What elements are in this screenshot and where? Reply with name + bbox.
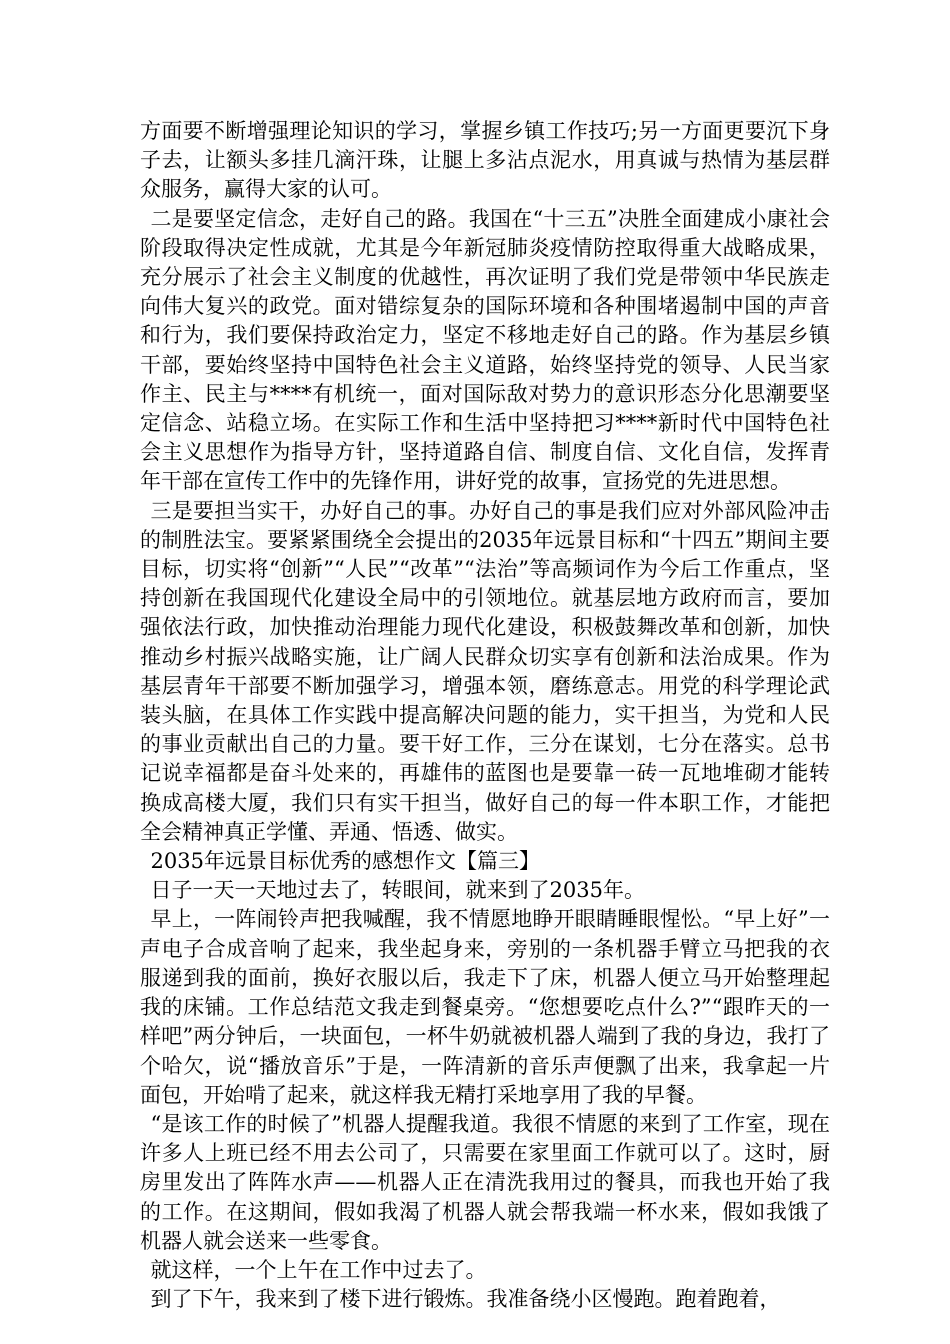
document-body [140,117,830,1314]
paragraph-2: 二是要坚定信念，走好自己的路。我国在“十三五”决胜全面建成小康社会阶段取得决定性成就，尤其是今年新冠肺炎疫情防控取得重大战略成果，充分展示了社会主义制度的优越性，再次证明了我们党是带领中华民族走向伟大复兴的政党。面对错综复杂的国际环境和各种围堵遏制中国的声音和行为，我们要保持政治定力，坚定不移地走好自己的路。作为基层乡镇干部，要始终坚持中国特色社会主义道路，始终坚持党的领导、人民当家作主、民主与****有机统一，面对国际敌对势力的意识形态分化思潮要坚定信念、站稳立场。在实际工作和生活中坚持把习****新时代中国特色社会主义思想作为指导方针，坚持道路自信、制度自信、文化自信，发挥青年干部在宣传工作中的先锋作用，讲好党的故事，宣扬党的先进思想。 [140,206,830,494]
paragraph-7: 就这样，一个上午在工作中过去了。 [150,1257,487,1282]
paragraph-5: 早上，一阵闹铃声把我喊醒，我不情愿地睁开眼睛睡眼惺忪。“早上好”一声电子合成音响了起来，我坐起身来，旁别的一条机器手臂立马把我的衣服递到我的面前，换好衣服以后，我走下了床，机器人便立马开始整理起我的床铺。工作总结范文我走到餐桌旁。“您想要吃点什么?”“跟昨天的一样吧”两分钟后，一块面包，一杯牛奶就被机器人端到了我的身边，我打了个哈欠，说“播放音乐”于是，一阵清新的音乐声便飘了出来，我拿起一片面包，开始啃了起来，就这样我无精打采地享用了我的早餐。 [140,907,830,1107]
paragraph-6: “是该工作的时候了”机器人提醒我道。我很不情愿的来到了工作室，现在许多人上班已经不用去公司了，只需要在家里面工作就可以了。这时，厨房里发出了阵阵水声——机器人正在清洗我用过的餐具，而我也开始了我的工作。在这期间，假如我渴了机器人就会帮我端一杯水来，假如我饿了机器人就会送来一些零食。 [140,1111,830,1253]
section-heading: 2035年远景目标优秀的感想作文【篇三】 [150,849,540,874]
paragraph-8: 到了下午，我来到了楼下进行锻炼。我准备绕小区慢跑。跑着跑着， [150,1287,781,1312]
paragraph-1: 方面要不断增强理论知识的学习，掌握乡镇工作技巧;另一方面更要沉下身子去，让额头多挂几滴汗珠，让腿上多沾点泥水，用真诚与热情为基层群众服务，赢得大家的认可。 [140,119,830,202]
paragraph-4: 日子一天一天地过去了，转眼间，就来到了2035年。 [150,878,645,903]
paragraph-3: 三是要担当实干，办好自己的事。办好自己的事是我们应对外部风险冲击的制胜法宝。要紧紧围绕全会提出的2035年远景目标和“十四五”期间主要目标，切实将“创新”“人民”“改革”“法治”等高频词作为今后工作重点，坚持创新在我国现代化建设全局中的引领地位。就基层地方政府而言，要加强依法行政，加快推动治理能力现代化建设，积极鼓舞改革和创新，加快推动乡村振兴战略实施，让广阔人民群众切实享有创新和法治成果。作为基层青年干部要不断加强学习，增强本领，磨练意志。用党的科学理论武装头脑，在具体工作实践中提高解决问题的能力，实干担当，为党和人民的事业贡献出自己的力量。要干好工作，三分在谋划，七分在落实。总书记说幸福都是奋斗处来的，再雄伟的蓝图也是要靠一砖一瓦地堆砌才能转换成高楼大厦，我们只有实干担当，做好自己的每一件本职工作，才能把全会精神真正学懂、弄通、悟透、做实。 [140,498,830,844]
